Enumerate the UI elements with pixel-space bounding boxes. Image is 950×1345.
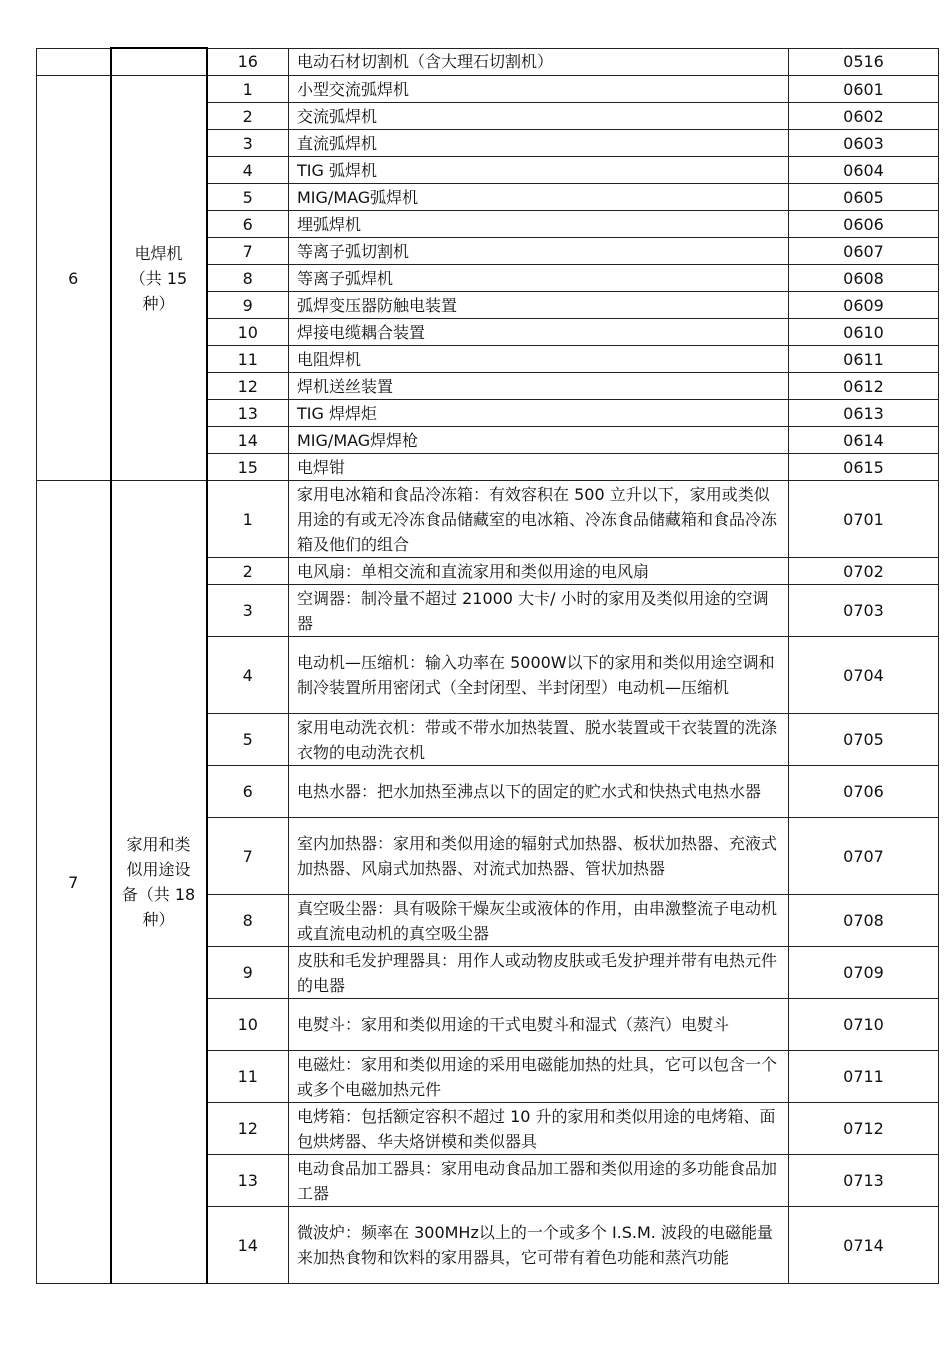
certification-catalog-table (36, 47, 939, 1284)
item-name: 家用电冰箱和食品冷冻箱：有效容积在 500 立升以下，家用或类似用途的有或无冷冻食品储藏室的电冰箱、冷冻食品储藏箱和食品冷冻箱及他们的组合 (289, 481, 789, 558)
category-cell (111, 481, 207, 1284)
item-index: 5 (207, 184, 289, 211)
item-name: TIG 焊焊炬 (289, 400, 789, 427)
item-name: 真空吸尘器：具有吸除干燥灰尘或液体的作用，由串激整流子电动机或直流电动机的真空吸尘器 (289, 895, 789, 947)
table-row (37, 48, 939, 76)
item-code: 0605 (789, 184, 939, 211)
item-index: 4 (207, 637, 289, 714)
item-code: 0707 (789, 818, 939, 895)
item-index: 14 (207, 427, 289, 454)
item-name: 电焊钳 (289, 454, 789, 481)
item-index: 2 (207, 558, 289, 585)
category-label: 家用和类似用途设备（共 18 种） (121, 835, 196, 929)
group-number: 7 (37, 481, 111, 1284)
table-row (37, 481, 939, 558)
item-name: 电动石材切割机（含大理石切割机） (289, 48, 789, 76)
item-code: 0613 (789, 400, 939, 427)
item-code: 0611 (789, 346, 939, 373)
item-index: 7 (207, 238, 289, 265)
item-code: 0704 (789, 637, 939, 714)
item-index: 15 (207, 454, 289, 481)
item-code: 0615 (789, 454, 939, 481)
item-code: 0612 (789, 373, 939, 400)
item-name: 空调器：制冷量不超过 21000 大卡/ 小时的家用及类似用途的空调器 (289, 585, 789, 637)
item-index: 8 (207, 895, 289, 947)
item-code: 0709 (789, 947, 939, 999)
item-code: 0710 (789, 999, 939, 1051)
item-index: 8 (207, 265, 289, 292)
item-code: 0703 (789, 585, 939, 637)
group-number: 6 (37, 76, 111, 481)
item-code: 0603 (789, 130, 939, 157)
table-row (37, 76, 939, 103)
item-index: 13 (207, 400, 289, 427)
item-name: 埋弧焊机 (289, 211, 789, 238)
item-index: 3 (207, 130, 289, 157)
item-name: 电热水器：把水加热至沸点以下的固定的贮水式和快热式电热水器 (289, 766, 789, 818)
item-code: 0608 (789, 265, 939, 292)
item-code: 0516 (789, 48, 939, 76)
item-index: 3 (207, 585, 289, 637)
item-name: 直流弧焊机 (289, 130, 789, 157)
item-index: 11 (207, 346, 289, 373)
item-name: 微波炉：频率在 300MHz以上的一个或多个 I.S.M. 波段的电磁能量来加热食物和饮料的家用器具，它可带有着色功能和蒸汽功能 (289, 1207, 789, 1284)
item-index: 10 (207, 999, 289, 1051)
item-code: 0607 (789, 238, 939, 265)
item-name: 电磁灶：家用和类似用途的采用电磁能加热的灶具，它可以包含一个或多个电磁加热元件 (289, 1051, 789, 1103)
item-name: 电熨斗：家用和类似用途的干式电熨斗和湿式（蒸汽）电熨斗 (289, 999, 789, 1051)
item-code: 0610 (789, 319, 939, 346)
item-index: 6 (207, 766, 289, 818)
item-name: MIG/MAG弧焊机 (289, 184, 789, 211)
item-name: 等离子弧焊机 (289, 265, 789, 292)
item-index: 4 (207, 157, 289, 184)
item-name: 焊机送丝装置 (289, 373, 789, 400)
category-cell (111, 76, 207, 481)
item-index: 1 (207, 481, 289, 558)
item-code: 0713 (789, 1155, 939, 1207)
item-name: 电动食品加工器具：家用电动食品加工器和类似用途的多功能食品加工器 (289, 1155, 789, 1207)
item-code: 0714 (789, 1207, 939, 1284)
item-name: 家用电动洗衣机：带或不带水加热装置、脱水装置或干衣装置的洗涤衣物的电动洗衣机 (289, 714, 789, 766)
item-code: 0606 (789, 211, 939, 238)
item-name: 皮肤和毛发护理器具：用作人或动物皮肤或毛发护理并带有电热元件的电器 (289, 947, 789, 999)
item-name: 等离子弧切割机 (289, 238, 789, 265)
item-code: 0601 (789, 76, 939, 103)
category-label: 电焊机（共 15 种） (129, 243, 188, 313)
item-name: 电动机—压缩机：输入功率在 5000W以下的家用和类似用途空调和制冷装置所用密闭式（全封闭型、半封闭型）电动机—压缩机 (289, 637, 789, 714)
item-index: 7 (207, 818, 289, 895)
item-code: 0602 (789, 103, 939, 130)
item-code: 0708 (789, 895, 939, 947)
group-number (37, 48, 111, 76)
item-name: 电风扇：单相交流和直流家用和类似用途的电风扇 (289, 558, 789, 585)
item-code: 0614 (789, 427, 939, 454)
item-index: 13 (207, 1155, 289, 1207)
item-code: 0609 (789, 292, 939, 319)
item-index: 12 (207, 1103, 289, 1155)
item-code: 0701 (789, 481, 939, 558)
item-code: 0604 (789, 157, 939, 184)
item-index: 12 (207, 373, 289, 400)
item-name: 交流弧焊机 (289, 103, 789, 130)
item-name: 室内加热器：家用和类似用途的辐射式加热器、板状加热器、充液式加热器、风扇式加热器、对流式加热器、管状加热器 (289, 818, 789, 895)
item-index: 2 (207, 103, 289, 130)
item-index: 11 (207, 1051, 289, 1103)
item-code: 0712 (789, 1103, 939, 1155)
item-index: 1 (207, 76, 289, 103)
item-name: MIG/MAG焊焊枪 (289, 427, 789, 454)
item-name: 电阻焊机 (289, 346, 789, 373)
item-name: 小型交流弧焊机 (289, 76, 789, 103)
category-cell (111, 48, 207, 76)
item-index: 9 (207, 292, 289, 319)
item-index: 6 (207, 211, 289, 238)
item-index: 16 (207, 48, 289, 76)
item-code: 0702 (789, 558, 939, 585)
item-index: 9 (207, 947, 289, 999)
item-name: TIG 弧焊机 (289, 157, 789, 184)
item-index: 10 (207, 319, 289, 346)
item-name: 电烤箱：包括额定容积不超过 10 升的家用和类似用途的电烤箱、面包烘烤器、华夫烙饼模和类似器具 (289, 1103, 789, 1155)
item-index: 5 (207, 714, 289, 766)
item-index: 14 (207, 1207, 289, 1284)
item-code: 0711 (789, 1051, 939, 1103)
item-code: 0706 (789, 766, 939, 818)
item-name: 焊接电缆耦合装置 (289, 319, 789, 346)
item-name: 弧焊变压器防触电装置 (289, 292, 789, 319)
item-code: 0705 (789, 714, 939, 766)
